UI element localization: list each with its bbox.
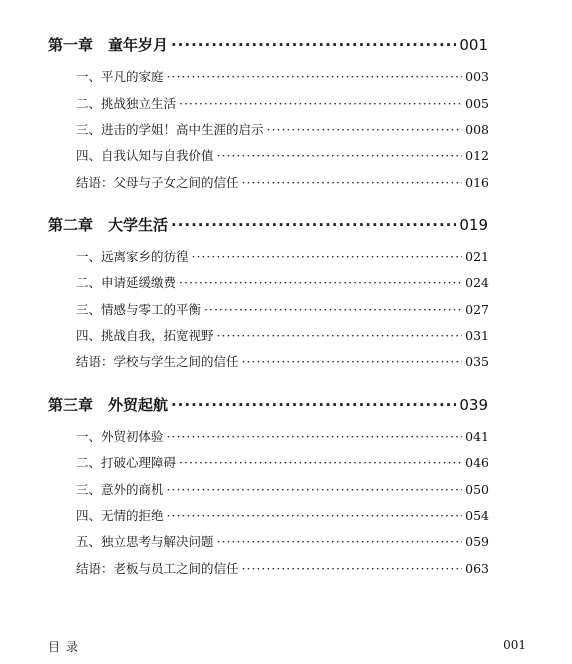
section-title: 三、意外的商机	[76, 482, 164, 497]
toc-section[interactable]	[76, 453, 489, 471]
dot-leader	[167, 69, 463, 84]
section-title: 四、自我认知与自我价值	[76, 148, 214, 163]
toc-section[interactable]	[76, 506, 489, 524]
section-title: 结语：学校与学生之间的信任	[76, 354, 239, 369]
section-page-number: 063	[465, 561, 489, 576]
section-title: 一、平凡的家庭	[76, 69, 164, 84]
section-title: 四、挑战自我，拓宽视野	[76, 328, 214, 343]
chapter-title: 第三章 外贸起航	[48, 396, 169, 414]
toc-section[interactable]	[76, 94, 489, 112]
dot-leader	[179, 96, 462, 111]
chapter-title: 第一章 童年岁月	[48, 36, 169, 54]
toc-chapter[interactable]	[48, 394, 488, 415]
chapter-title: 第二章 大学生活	[48, 216, 169, 234]
toc-section[interactable]	[76, 300, 489, 318]
toc-section[interactable]	[76, 326, 489, 344]
toc-section[interactable]	[76, 146, 489, 164]
toc-chapter[interactable]	[48, 214, 488, 235]
section-title: 二、申请延缓缴费	[76, 275, 177, 290]
section-title: 一、外贸初体验	[76, 429, 164, 444]
chapter-page-number: 039	[459, 396, 488, 414]
section-page-number: 005	[465, 96, 489, 111]
section-title: 二、打破心理障碍	[76, 455, 177, 470]
toc-section[interactable]	[76, 427, 489, 445]
section-page-number: 054	[465, 508, 489, 523]
toc-section[interactable]	[76, 480, 489, 498]
dot-leader	[167, 482, 463, 497]
toc-section[interactable]	[76, 352, 489, 370]
toc-section[interactable]	[76, 559, 489, 577]
section-page-number: 024	[465, 275, 489, 290]
section-title: 结语：父母与子女之间的信任	[76, 175, 239, 190]
toc-chapter[interactable]	[48, 34, 488, 55]
dot-leader	[171, 216, 456, 234]
dot-leader	[242, 175, 463, 190]
section-title: 二、挑战独立生活	[76, 96, 177, 111]
dot-leader	[217, 534, 463, 549]
section-page-number: 003	[465, 69, 489, 84]
section-page-number: 050	[465, 482, 489, 497]
dot-leader	[179, 275, 462, 290]
section-page-number: 035	[465, 354, 489, 369]
section-page-number: 021	[465, 249, 489, 264]
toc-section[interactable]	[76, 247, 489, 265]
dot-leader	[167, 429, 463, 444]
toc-section[interactable]	[76, 273, 489, 291]
dot-leader	[242, 561, 463, 576]
section-page-number: 041	[465, 429, 489, 444]
section-page-number: 059	[465, 534, 489, 549]
toc-section[interactable]	[76, 120, 489, 138]
section-title: 一、远离家乡的彷徨	[76, 249, 189, 264]
dot-leader	[204, 302, 462, 317]
dot-leader	[217, 148, 463, 163]
dot-leader	[171, 396, 456, 414]
dot-leader	[217, 328, 463, 343]
section-page-number: 008	[465, 122, 489, 137]
section-title: 三、进击的学姐！高中生涯的启示	[76, 122, 264, 137]
dot-leader	[171, 36, 456, 54]
toc-section[interactable]	[76, 67, 489, 85]
section-page-number: 016	[465, 175, 489, 190]
section-page-number: 046	[465, 455, 489, 470]
section-page-number: 012	[465, 148, 489, 163]
section-title: 四、无情的拒绝	[76, 508, 164, 523]
toc-section[interactable]	[76, 532, 489, 550]
dot-leader	[179, 455, 462, 470]
section-title: 三、情感与零工的平衡	[76, 302, 202, 317]
chapter-page-number: 019	[459, 216, 488, 234]
dot-leader	[192, 249, 463, 264]
folio-page-number: 001	[503, 638, 526, 652]
section-title: 结语：老板与员工之间的信任	[76, 561, 239, 576]
section-page-number: 027	[465, 302, 489, 317]
dot-leader	[167, 508, 463, 523]
chapter-page-number: 001	[459, 36, 488, 54]
section-title: 五、独立思考与解决问题	[76, 534, 214, 549]
toc-section[interactable]	[76, 173, 489, 191]
section-page-number: 031	[465, 328, 489, 343]
dot-leader	[242, 354, 463, 369]
running-footer-label: 目录	[48, 640, 85, 654]
dot-leader	[267, 122, 463, 137]
